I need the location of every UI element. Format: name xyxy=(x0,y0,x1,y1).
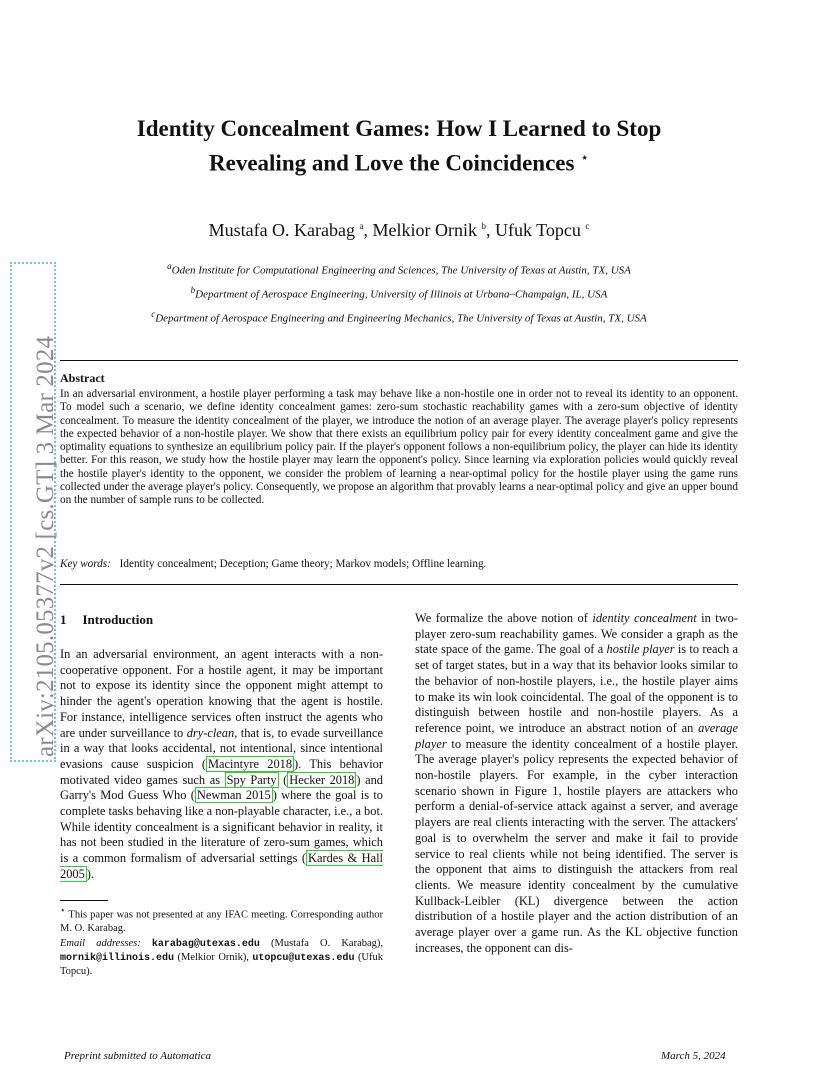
author-name: Melkior Ornik xyxy=(372,220,478,240)
title-footnote-mark: ⋆ xyxy=(580,151,589,166)
paper-title xyxy=(60,114,738,179)
affiliation-a: $^a$Oden Institute for Computational Engineering and Sciences, The University of Texas at Austin, TX, USA xyxy=(167,261,631,277)
citation-link[interactable]: Macintyre 2018 xyxy=(208,756,293,771)
citation-link[interactable]: Newman 2015 xyxy=(196,788,271,803)
email-address[interactable]: karabag@utexas.edu xyxy=(151,938,260,950)
author-name: Mustafa O. Karabag xyxy=(208,220,356,240)
abstract-bottom-rule xyxy=(60,584,738,585)
footnote: ⋆ This paper was not presented at any IFAC meeting. Corresponding author M. O. Karabag. Email addresses: karabag@utexas.edu (Mustafa O. Karabag), mornik@illinois.edu (Melkior Ornik), utopcu@utexas.edu (Ufuk Topcu). xyxy=(60,905,384,977)
intro-right-column: We formalize the above notion of identity concealment in two-player zero-sum reachability games. We consider a graph as the state space of the game. The goal of a hostile player is to reach a set of target states, but in a way that its behavior looks similar to the behavior of non-hostile players, i.e., the hostile player aims to make its win look coincidental. The goal of the opponent is to distinguish between hostile and non-hostile players. As a reference point, we introduce an abstract notion of an average player to measure the identity concealment of a hostile player. The average player's policy represents the expected behavior of non-hostile players. For example, in the cyber interaction scenario shown in Figure 1, hostile players are attackers who perform a denial-of-service attack against a server, and average players are real clients interacting with the server. The attackers' goal is to overwhelm the server and make it fail to provide service to real clients while not being identified. The server is the opponent that aims to distinguish the attackers from real clients. We measure identity concealment by the cumulative Kullback-Leibler (KL) divergence between the action distribution of a hostile player and the action distribution of an average player over a game run. As the KL objective function increases, the opponent can dis- xyxy=(415,611,739,955)
affiliation-c: $^c$Department of Aerospace Engineering and Engineering Mechanics, The University of Texas at Austin, TX, USA xyxy=(151,309,647,325)
title-line-2: Revealing and Love the Coincidences ⋆ xyxy=(209,150,589,176)
author-list: Mustafa O. Karabag $^a$, Melkior Ornik $^b$, Ufuk Topcu $^c$ xyxy=(208,220,590,240)
section-heading: 1 Introduction xyxy=(60,612,154,627)
keywords: Key words: Identity concealment; Deception; Game theory; Markov models; Offline learning. xyxy=(60,558,487,570)
footer-preprint-note: Preprint submitted to Automatica xyxy=(64,1050,211,1062)
citation-link[interactable]: Kardes & Hall 2005 xyxy=(60,851,383,881)
abstract-heading: Abstract xyxy=(60,371,105,385)
abstract-top-rule xyxy=(60,360,738,361)
arxiv-identifier[interactable]: arXiv:2105.05377v2 [cs.GT] 3 Mar 2024 xyxy=(32,335,59,757)
affiliation-b: $^b$Department of Aerospace Engineering, University of Illinois at Urbana–Champaign, IL, USA xyxy=(190,285,608,301)
author-name: Ufuk Topcu xyxy=(495,220,581,240)
intro-left-column: In an adversarial environment, an agent interacts with a non-cooperative opponent. For a hostile agent, it may be important not to expose its identity since the opponent might attempt to hinder the agent's operation knowing that the agent is hostile. For instance, intelligence services often instruct the agents who are under surveillance to dry-clean, that is, to evade surveillance in a way that looks accidental, not intentional, since intentional evasions cause suspicion ( Macintyre 2018 ). This behavior motivated video games such as Spy Party ( Hecker 2018 ) and Garry's Mod Guess Who ( Newman 2015 ) where the goal is to complete tasks behaving like a non-playable character, i.e., a bot. While identity concealment is a significant behavior in reality, it has not been studied in the literature of zero-sum games, which is a common formalism of adversarial settings ( Kardes & Hall 2005 ). xyxy=(60,647,384,881)
email-address[interactable]: utopcu@utexas.edu xyxy=(252,952,355,964)
abstract-text: In an adversarial environment, a hostile player performing a task may behave like a non-hostile one in order not to reveal its identity to an opponent. To model such a scenario, we define identity concealment games: zero-sum stochastic reachability games with a zero-sum objective of identity concealment. To measure the identity concealment of the player, we introduce the notion of an average player. The average player's policy represents the expected behavior of a non-hostile player. We show that there exists an equilibrium policy pair for every identity concealment game and give the optimality equations to synthesize an equilibrium policy pair. If the player's opponent follows a non-equilibrium policy, the player can hide its identity better. For this reason, we study how the hostile player may learn the opponent's policy. Since learning via exploration policies would quickly reveal the hostile player's identity to the opponent, we consider the problem of learning a near-optimal policy for the hostile player using the game runs collected under the average player's policy. Consequently, we propose an algorithm that provably learns a near-optimal policy and give an upper bound on the number of sample runs to be collected. xyxy=(60,388,738,507)
citation-link[interactable]: Hecker 2018 xyxy=(289,772,355,787)
keywords-label: Key words: xyxy=(60,558,111,570)
footnote-rule xyxy=(60,900,108,901)
title-line-1: Identity Concealment Games: How I Learned to Stop xyxy=(136,116,662,141)
footer-date: March 5, 2024 xyxy=(661,1050,726,1062)
citation-link[interactable]: Spy Party xyxy=(226,772,277,787)
email-address[interactable]: mornik@illinois.edu xyxy=(60,952,175,964)
